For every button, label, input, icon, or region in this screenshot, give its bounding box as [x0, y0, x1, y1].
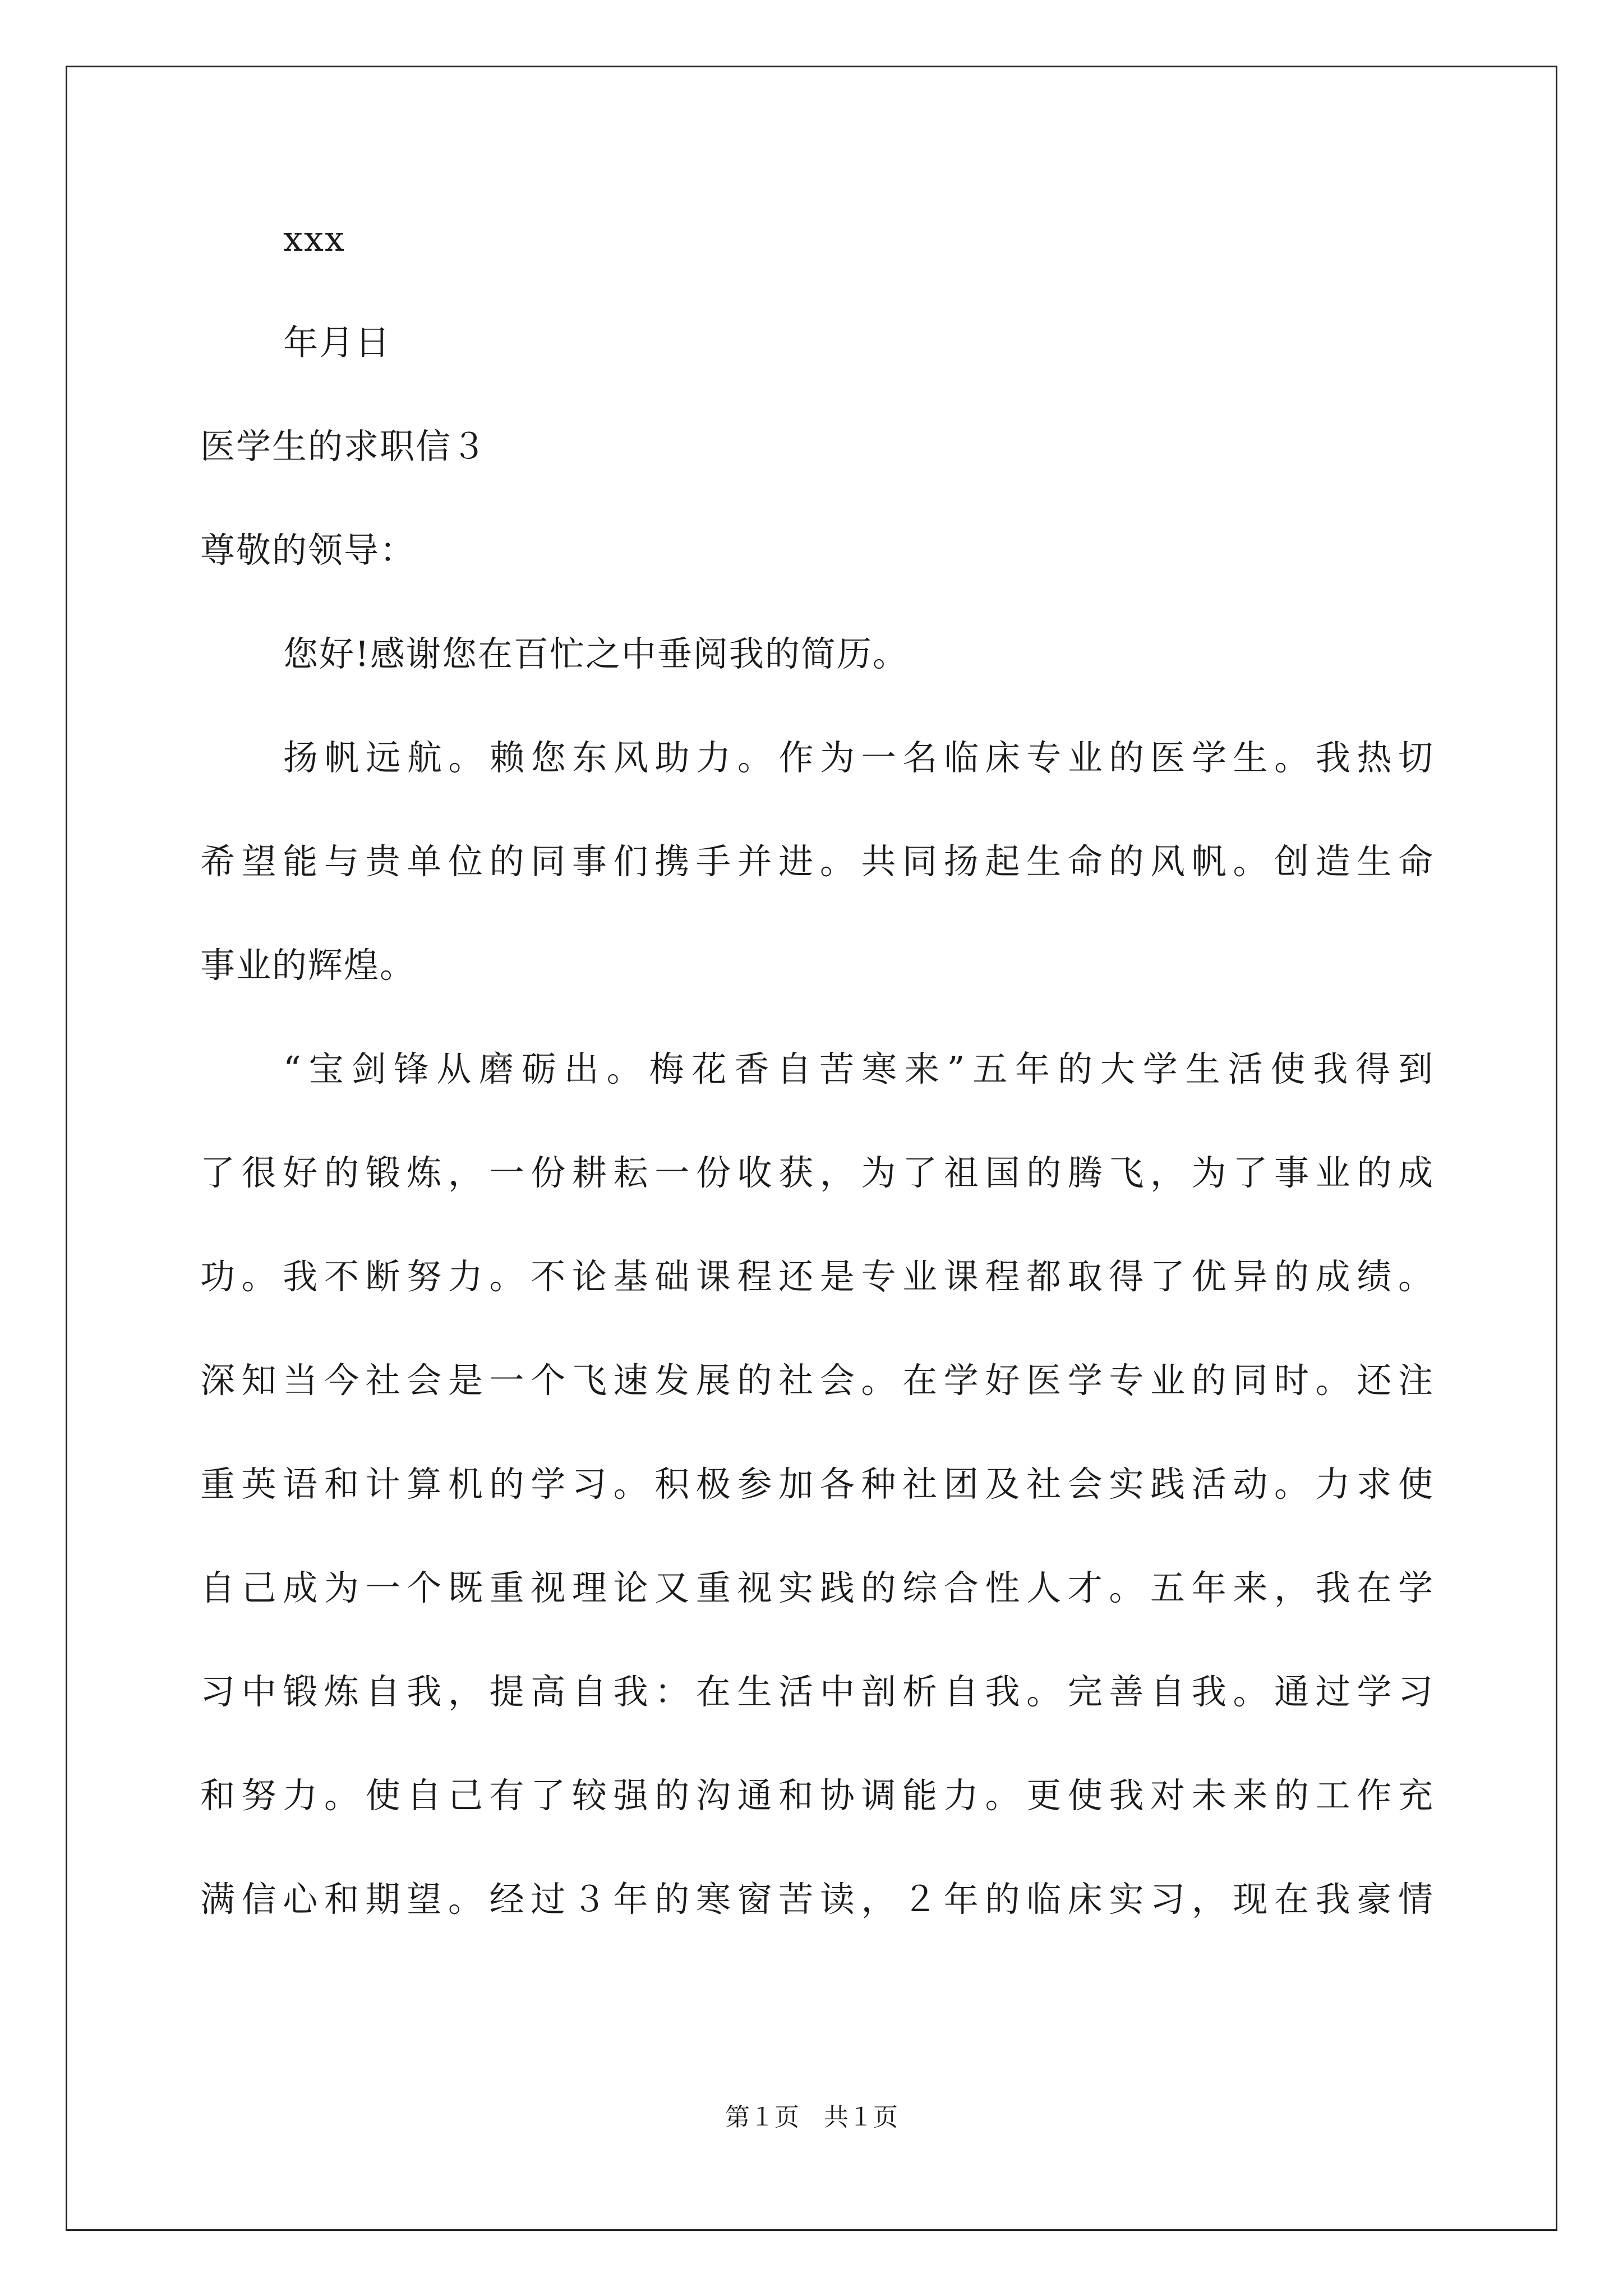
- paragraph-line: 重英语和计算机的学习。积极参加各种社团及社会实践活动。力求使: [200, 1464, 1434, 1504]
- signature: xxx: [283, 218, 345, 259]
- paragraph-line: 深知当今社会是一个飞速发展的社会。在学好医学专业的同时。还注: [200, 1360, 1434, 1401]
- date-line: 年月日: [283, 322, 391, 363]
- paragraph-line: “宝剑锋从磨砺出。梅花香自苦寒来”五年的大学生活使我得到: [283, 1048, 1434, 1089]
- paragraph-line: 和努力。使自己有了较强的沟通和协调能力。更使我对未来的工作充: [200, 1775, 1434, 1816]
- paragraph-line: 功。我不断努力。不论基础课程还是专业课程都取得了优异的成绩。: [200, 1256, 1434, 1297]
- letter-body: [200, 213, 1434, 1977]
- salutation: 尊敬的领导：: [200, 530, 416, 570]
- paragraph-line: 扬帆远航。赖您东风助力。作为一名临床专业的医学生。我热切: [283, 737, 1434, 778]
- paragraph-line: 希望能与贵单位的同事们携手并进。共同扬起生命的风帆。创造生命: [200, 841, 1434, 882]
- paragraph-greeting: 您好!感谢您在百忙之中垂阅我的简历。: [283, 633, 909, 674]
- paragraph-line: 自己成为一个既重视理论又重视实践的综合性人才。五年来，我在学: [200, 1567, 1434, 1608]
- paragraph-line: 习中锻炼自我，提高自我：在生活中剖析自我。完善自我。通过学习: [200, 1671, 1434, 1712]
- paragraph-line: 事业的辉煌。: [200, 945, 416, 986]
- letter-title: 医学生的求职信３: [200, 426, 488, 467]
- paragraph-line: 满信心和期望。经过３年的寒窗苦读，２年的临床实习，现在我豪情: [200, 1879, 1434, 1920]
- page-footer: 第１页 共１页: [725, 2103, 898, 2132]
- paragraph-line: 了很好的锻炼，一份耕耘一份收获，为了祖国的腾飞，为了事业的成: [200, 1152, 1434, 1193]
